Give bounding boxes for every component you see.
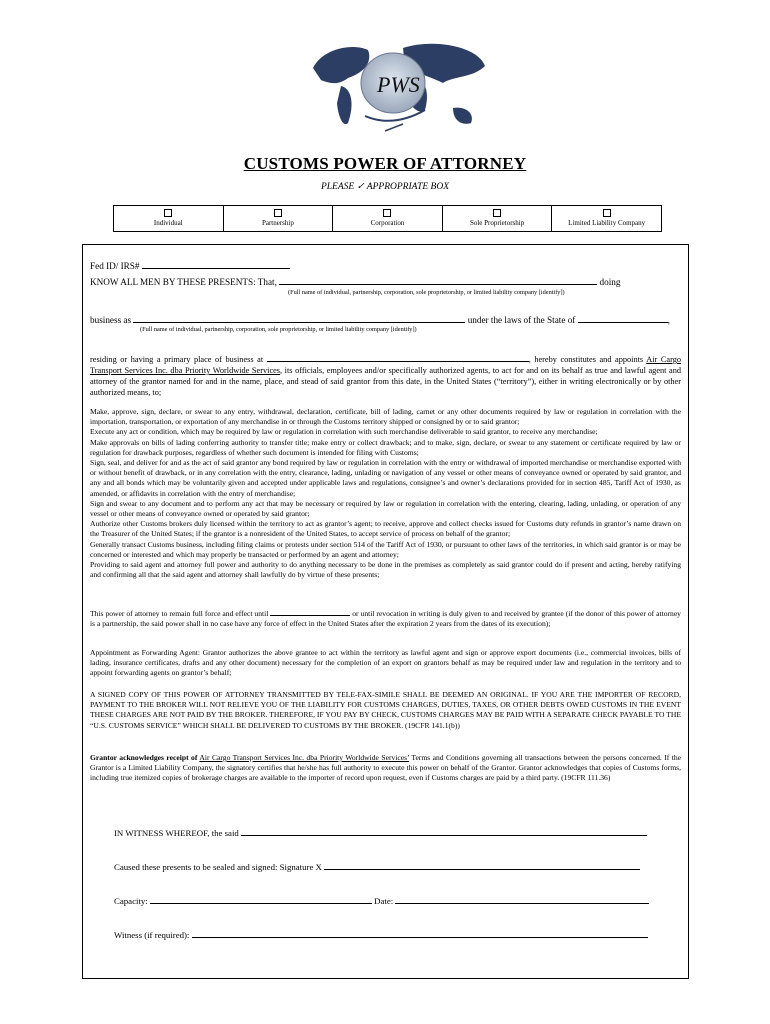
entity-label: Limited Liability Company — [568, 219, 646, 227]
checkbox[interactable] — [164, 209, 172, 217]
check-box-instruction — [0, 181, 770, 192]
business-as-label: business as — [90, 315, 132, 325]
power-item: Make approvals on bills of lading conferring authority to transfer title; make entry or collect drawback; and to make, sign, declare, or swear to any statement or certificate required by law or regulation for drawback purposes, regardless of whether such document is intended for filing with Customs; — [90, 437, 681, 457]
capacity-label: Capacity: — [114, 896, 148, 906]
entity-label: Corporation — [370, 219, 405, 227]
power-item: Generally transact Customs business, including filing claims or protests under section 514 of the Tariff Act of 1930, or pursuant to other laws of the territories, in which said grantor is or may be concerned or interested and which may properly be transacted or performed by an agent and attorney; — [90, 539, 681, 559]
witness-whereof-row — [114, 826, 647, 838]
checkbox[interactable] — [493, 209, 501, 217]
power-item: Execute any act or condition, which may be required by law or regulation in correlation with such merchandise deliverable to said grantor, to receive any merchandise; — [90, 427, 598, 437]
checkbox[interactable] — [274, 209, 282, 217]
logo-text: PWS — [377, 72, 420, 97]
powers-list — [90, 407, 681, 580]
residing-text: residing or having a primary place of business at — [90, 355, 264, 364]
entity-type-table — [113, 205, 662, 232]
capacity-date-row — [114, 894, 649, 906]
know-all-row — [90, 275, 620, 288]
witness-field[interactable] — [192, 928, 648, 938]
grantor-ack-lead: Grantor acknowledges receipt of — [90, 753, 198, 762]
liability-notice: A SIGNED COPY OF THIS POWER OF ATTORNEY TRANSMITTED BY TELE-FAX-SIMILE SHALL BE DEEMED AN ORIGINAL. IF YOU ARE THE IMPORTER OF RECORD, PAYMENT TO THE BROKER WILL NOT RELIEVE YOU OF THE LIABILITY FOR CUSTOMS CHARGES, DUTIES, TAXES, OR OTHER DEBTS OWED CUSTOMS IN THE EVENT THESE CHARGES ARE NOT PAID BY THE BROKER. THEREFORE, IF YOU PAY BY CHECK, CUSTOMS CHARGES MAY BE PAID WITH A SEPARATE CHECK PAYABLE TO THE “U.S. CUSTOMS SERVICE” WHICH SHALL BE DELIVERED TO CUSTOMS BY THE BROKER. (19CFR 141.1(b)) — [90, 690, 681, 730]
entity-label: Individual — [153, 219, 183, 227]
under-laws-label: under the laws of the State of — [467, 315, 576, 325]
power-item: Providing to said agent and attorney full power and authority to do anything necessary to be done in the premises as completely as said grantor could do if present and acting, hereby ratifying and confirming all that the said agent and attorney shall lawfully do by virtue of these presents; — [90, 560, 681, 580]
fed-id-field[interactable] — [142, 259, 290, 269]
authority-text: , its officials, employees and/or specifically authorized agents, to act for and on its behalf as true and lawful agent and attorney of the grantor named for and in the name, place, and stead of said grantor from this date, in the United States (“territory”), either in writing electronically or by other authorized means, to; — [90, 366, 681, 397]
grantor-ack-company: Air Cargo Transport Services Inc. dba Priority Worldwide Services’ — [199, 753, 410, 762]
grantor-acknowledgement — [90, 753, 681, 784]
date-field[interactable] — [395, 894, 649, 904]
know-all-label: KNOW ALL MEN BY THESE PRESENTS: That, — [90, 277, 277, 287]
forwarding-clause: Appointment as Forwarding Agent: Grantor authorizes the above grantee to act within the territory as lawful agent and sign or approve export documents (i.e., commercial invoices, bills of lading, insurance certificates, drafts and any other document) necessary for the completion of an export on grantors behalf as may be required under law and regulation in the territory and to appoint forwarding agents on grantor’s behalf; — [90, 648, 681, 678]
state-field[interactable] — [578, 313, 668, 323]
checkbox[interactable] — [603, 209, 611, 217]
entity-option-corporation[interactable] — [333, 206, 443, 231]
date-label: Date: — [374, 896, 394, 906]
entity-option-partnership[interactable] — [224, 206, 334, 231]
doing-label: doing — [599, 277, 621, 287]
entity-option-sole-proprietorship[interactable] — [443, 206, 553, 231]
witness-row — [114, 928, 648, 940]
entity-label: Sole Proprietorship — [469, 219, 525, 227]
expiry-date-field[interactable] — [270, 606, 350, 616]
grantor-name-field[interactable] — [279, 275, 597, 285]
full-name-note-1: (Full name of individual, partnership, corporation, sole proprietorship, or limited liability company [identify]) — [288, 289, 565, 296]
business-as-field[interactable] — [133, 313, 465, 323]
full-name-note-2: (Full name of individual, partnership, corporation, sole proprietorship, or limited liability company [identify]) — [140, 326, 417, 333]
witness-whereof-label: IN WITNESS WHEREOF, the said — [114, 828, 239, 838]
witness-label: Witness (if required): — [114, 930, 190, 940]
business-address-field[interactable] — [267, 352, 529, 362]
signature-row — [114, 860, 640, 872]
entity-label: Partnership — [261, 219, 294, 227]
capacity-field[interactable] — [150, 894, 372, 904]
check-mark-icon: ✓ — [356, 182, 365, 192]
power-item: Sign and swear to any document and to perform any act that may be necessary or required by law or regulation in correlation with the entering, clearing, lading, unlading, or operation of any vessel or other means of conveyance owned or operated by said grantor; — [90, 498, 681, 519]
fed-id-label: Fed ID/ IRS# — [90, 261, 140, 271]
grantor-ack-text: Terms and Conditions governing all transactions between the persons concerned. If the Grantor is a Limited Liability Company, the signatory certifies that he/she has full authority to execute this power on behalf of the Grantor. Grantor acknowledges that copies of Customs forms, including true itemized copies of brokerage charges are available to the importer of record upon request, even if Customs charges are paid by a third party. (19CFR 111.36) — [90, 753, 682, 783]
force-clause — [90, 606, 681, 629]
checkbox[interactable] — [383, 209, 391, 217]
power-item: Make, approve, sign, declare, or swear to any entry, withdrawal, declaration, certificate, bill of lading, carnet or any other documents required by law or regulation in correlation with the importation, transportation, or exportation of any merchandise in or through the Customs territory shipped or consigned by or to said grantor; — [90, 407, 681, 427]
entity-option-llc[interactable] — [552, 206, 661, 231]
power-item: Authorize other Customs brokers duly licensed within the territory to act as grantor’s agent; to receive, approve and collect checks issued for Customs duty refunds in grantor’s name drawn on the Treasurer of the United States; if the grantor is a nonresident of the United States, to accept service of process on behalf of the grantor; — [90, 519, 681, 539]
fed-id-row — [90, 259, 290, 272]
instruction-suffix: APPROPRIATE BOX — [366, 182, 450, 192]
residing-paragraph — [90, 352, 681, 398]
appoints-text: , hereby constitutes and appoints — [528, 355, 644, 364]
force-clause-text: This power of attorney to remain full force and effect until — [90, 609, 269, 618]
signature-field[interactable] — [324, 860, 640, 870]
company-logo — [293, 28, 493, 148]
grantor-signature-name-field[interactable] — [241, 826, 647, 836]
instruction-prefix: PLEASE — [320, 182, 355, 192]
document-title: CUSTOMS POWER OF ATTORNEY — [243, 154, 527, 173]
force-clause-text-2: or until revocation in writing is duly given to and received by grantee (if the donor of this power of attorney is a partnership, the said power shall in no case have any force of effect in the United States after the expiration 2 years from the dates of its execution); — [90, 609, 681, 629]
business-as-row: business as under the laws of the State of , — [90, 315, 670, 325]
signature-label: Caused these presents to be sealed and signed: Signature X — [114, 862, 322, 872]
entity-option-individual[interactable] — [114, 206, 224, 231]
agent-name: Air Cargo Transport Services Inc. dba Priority Worldwide Services — [90, 355, 681, 375]
power-item: Sign, seal, and deliver for and as the act of said grantor any bond required by law or regulation in correlation with the entry or withdrawal of imported merchandise or merchandise exported with or without benefit of drawback, or in any correlation with the entry, clearance, lading, unlading or navigation of any vessel or other means of conveyance owned or operated by said grantor, and any and all bonds which may be voluntarily given and accepted under applicable laws and regulations, consignee’s and owner’s declarations provided for in section 485, Tariff Act of 1930, as amended, or affidavits in correlation with the entry of merchandise; — [90, 458, 681, 498]
